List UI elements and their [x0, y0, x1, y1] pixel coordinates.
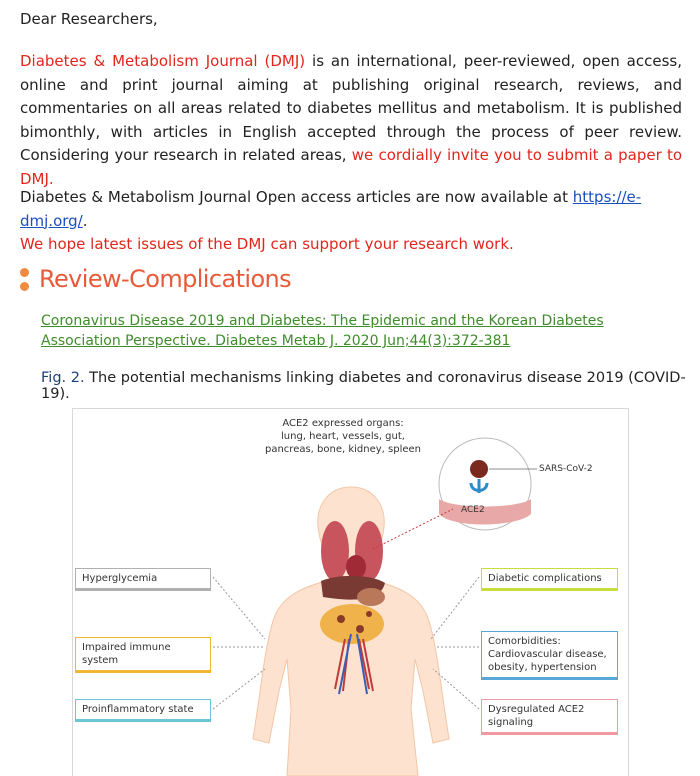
organs-label: [263, 417, 423, 456]
organs-line1: lung, heart, vessels, gut,: [281, 431, 405, 442]
figure-label: Fig. 2.: [41, 370, 85, 386]
greeting: Dear Researchers,: [20, 10, 158, 28]
virus-icon: [470, 460, 488, 478]
left-lung: [321, 521, 349, 581]
intro-paragraph: [20, 50, 682, 191]
section-title: Review-Complications: [39, 265, 292, 293]
figure-caption: [41, 370, 700, 402]
section-bullet-icon: [20, 268, 29, 291]
mechanism-figure: [72, 408, 629, 776]
inflammatory-box: Proinflammatory state: [75, 699, 211, 722]
journal-link[interactable]: https://e-dmj.org/: [20, 188, 642, 230]
organs-line2: pancreas, bone, kidney, spleen: [264, 444, 422, 455]
figure-caption-text: The potential mechanisms linking diabetes and coronavirus disease 2019 (COVID-19).: [41, 370, 686, 402]
invite-text: we cordially invite you to submit a paper to DMJ.: [20, 146, 682, 188]
access-text: Diabetes & Metabolism Journal Open access articles are now available at: [20, 188, 573, 206]
hyperglycemia-box: Hyperglycemia: [75, 568, 211, 591]
intro-text: is an international, peer-reviewed, open access, online and print journal aiming at publishing original research, reviews, and commentaries on all areas related to diabetes mellitus and metabolism. It is published bimonthly, with articles in English accepted through the process of peer review. Considering your research in related areas,: [20, 52, 682, 164]
receptor-label: ACE2: [461, 505, 485, 515]
article-reference-link[interactable]: Coronavirus Disease 2019 and Diabetes: The Epidemic and the Korean Diabetes Association Perspective. Diabetes Metab J. 2020 Jun;44(3):372-381: [41, 313, 604, 349]
stomach: [357, 588, 385, 606]
immune-box: Impaired immune system: [75, 637, 211, 673]
access-paragraph: [20, 186, 682, 257]
section-header: [20, 262, 291, 296]
comorbidities-box: Comorbidities: Cardiovascular disease, obesity, hypertension: [481, 631, 618, 680]
access-period: .: [82, 211, 88, 230]
complications-box: Diabetic complications: [481, 568, 618, 591]
intestines: [320, 604, 384, 644]
journal-name: Diabetes & Metabolism Journal (DMJ): [20, 52, 306, 70]
virus-label: SARS-CoV-2: [539, 464, 593, 474]
organs-title: ACE2 expressed organs:: [282, 418, 404, 429]
ace2-signaling-box: Dysregulated ACE2 signaling: [481, 699, 618, 735]
heart: [346, 555, 366, 579]
hope-text: We hope latest issues of the DMJ can support your research work.: [20, 235, 514, 253]
